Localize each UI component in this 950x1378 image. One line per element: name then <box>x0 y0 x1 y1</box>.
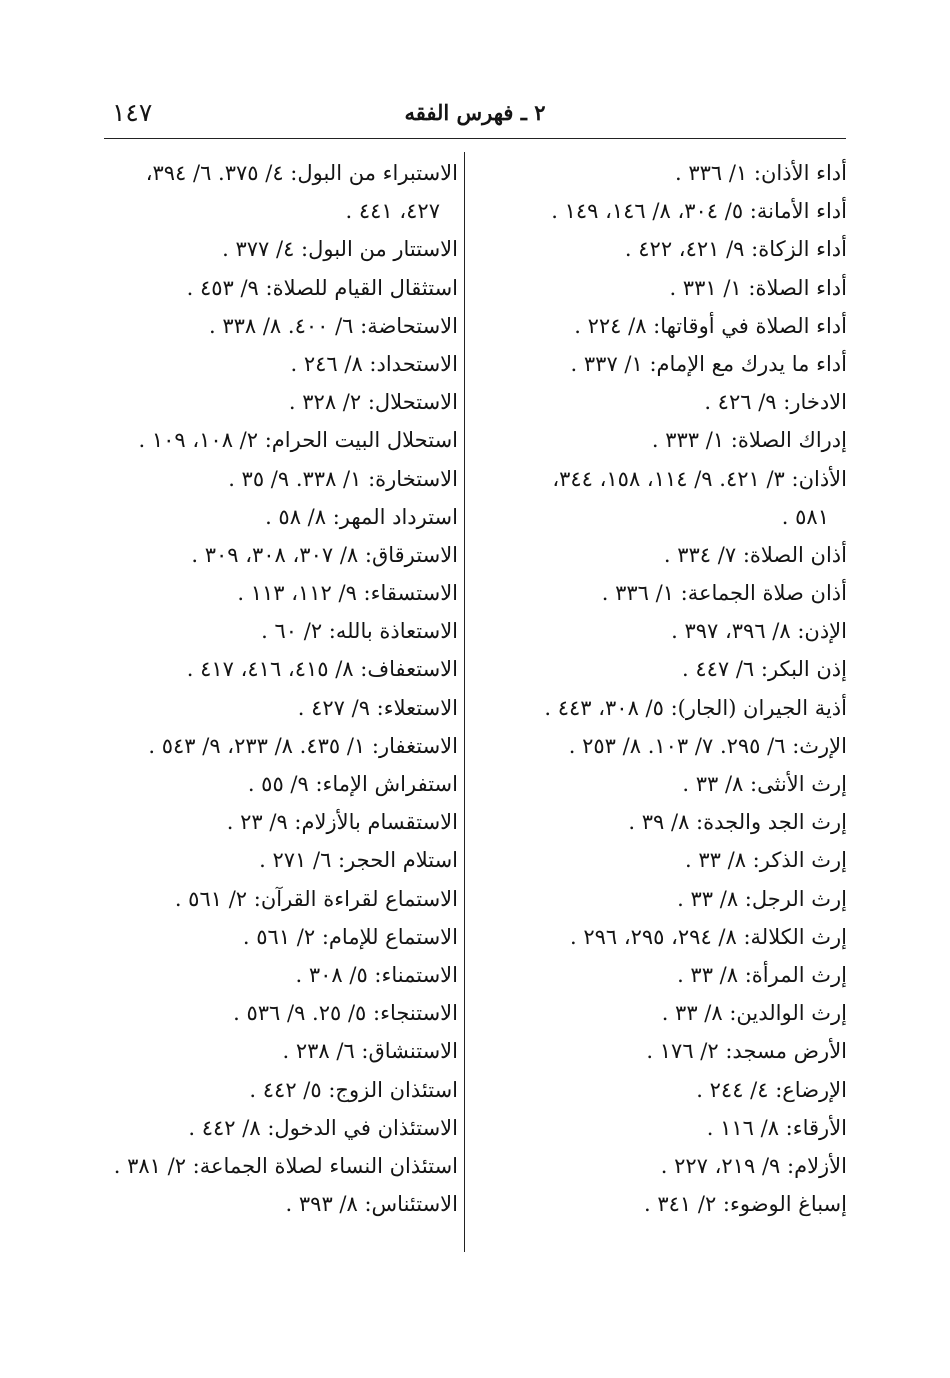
index-entry-continuation: ٤٢٧، ٤٤١ . <box>345 199 440 224</box>
index-entry: أذان الصلاة: ٧/ ٣٣٤ . <box>663 542 847 567</box>
index-entry: الاستخارة: ١/ ٣٣٨. ٩/ ٣٥ . <box>228 466 458 491</box>
index-entry: أداء ما يدرك مع الإمام: ١/ ٣٣٧ . <box>570 351 847 376</box>
index-entry: الاستحداد: ٨/ ٢٤٦ . <box>290 351 458 376</box>
index-entry: استحلال البيت الحرام: ٢/ ١٠٨، ١٠٩ . <box>138 428 458 453</box>
index-entry: الاستماع للإمام: ٢/ ٥٦١ . <box>242 924 458 949</box>
index-entry: الادخار: ٩/ ٤٢٦ . <box>704 390 847 415</box>
index-entry: الاستئناس: ٨/ ٣٩٣ . <box>285 1192 458 1217</box>
index-entry: أذان صلاة الجماعة: ١/ ٣٣٦ . <box>601 581 847 606</box>
index-entry: استرداد المهر: ٨/ ٥٨ . <box>265 504 458 529</box>
index-entry: الاستعاذة بالله: ٢/ ٦٠ . <box>261 619 458 644</box>
index-entry: استلام الحجر: ٦/ ٢٧١ . <box>259 848 458 873</box>
index-entry: الاستبراء من البول: ٤/ ٣٧٥. ٦/ ٣٩٤، <box>145 161 458 185</box>
index-entry: أداء الزكاة: ٩/ ٤٢١، ٤٢٢ . <box>624 237 847 262</box>
index-entry: الاسترقاق: ٨/ ٣٠٧، ٣٠٨، ٣٠٩ . <box>191 542 458 567</box>
index-entry: الاستحاضة: ٦/ ٤٠٠. ٨/ ٣٣٨ . <box>208 313 458 338</box>
index-entry: أداء الأذان: ١/ ٣٣٦ . <box>675 161 847 185</box>
index-entry: الاستنشاق: ٦/ ٢٣٨ . <box>282 1039 458 1064</box>
index-entry: الاستعلاء: ٩/ ٤٢٧ . <box>297 695 458 720</box>
index-entry: أداء الصلاة في أوقاتها: ٨/ ٢٢٤ . <box>574 313 847 338</box>
index-entry: أذية الجيران (الجار): ٥/ ٣٠٨، ٤٤٣ . <box>544 695 847 720</box>
index-entry: إرث الكلالة: ٨/ ٢٩٤، ٢٩٥، ٢٩٦ . <box>569 924 847 949</box>
index-entry: الاستمناء: ٥/ ٣٠٨ . <box>295 962 458 987</box>
index-entry: الاستتار من البول: ٤/ ٣٧٧ . <box>222 237 458 262</box>
index-entry: استئذان الزوج: ٥/ ٤٤٢ . <box>249 1077 458 1102</box>
index-entry: الاستغفار: ١/ ٤٣٥. ٨/ ٢٣٣، ٩/ ٥٤٣ . <box>148 733 458 758</box>
index-entry: الأزلام: ٩/ ٢١٩، ٢٢٧ . <box>660 1153 847 1178</box>
index-entry: إرث الوالدين: ٨/ ٣٣ . <box>661 1001 847 1026</box>
index-entry: الإذن: ٨/ ٣٩٦، ٣٩٧ . <box>671 619 847 644</box>
index-entry: الاستسقاء: ٩/ ١١٢، ١١٣ . <box>237 581 458 606</box>
index-entry: إرث الأنثى: ٨/ ٣٣ . <box>682 772 847 796</box>
index-entry-continuation: ٥٨١ . <box>781 504 829 529</box>
index-entry: الاستحلال: ٢/ ٣٢٨ . <box>288 390 458 415</box>
index-entry: الأذان: ٣/ ٤٢١. ٩/ ١١٤، ١٥٨، ٣٤٤، <box>552 466 847 491</box>
index-entry: إذن البكر: ٦/ ٤٤٧ . <box>681 657 847 682</box>
index-entry: استئذان النساء لصلاة الجماعة: ٢/ ٣٨١ . <box>113 1153 458 1178</box>
index-entry: إرث الرجل: ٨/ ٣٣ . <box>677 886 847 911</box>
index-entry: إرث الذكر: ٨/ ٣٣ . <box>685 848 847 873</box>
column-divider <box>464 152 465 1252</box>
index-entry: استثقال القيام للصلاة: ٩/ ٤٥٣ . <box>186 275 458 300</box>
index-column-right <box>495 154 847 1223</box>
index-entry: أداء الأمانة: ٥/ ٣٠٤، ٨/ ١٤٦، ١٤٩ . <box>551 199 847 224</box>
page-header <box>104 96 846 136</box>
index-entry: إرث الجد والجدة: ٨/ ٣٩ . <box>628 810 847 835</box>
page-number: ١٤٧ <box>112 98 153 127</box>
index-entry: الإرث: ٦/ ٢٩٥. ٧/ ١٠٣. ٨/ ٢٥٣ . <box>568 733 847 758</box>
running-title: ٢ ـ فهرس الفقه <box>404 100 546 125</box>
index-entry: إسباغ الوضوء: ٢/ ٣٤١ . <box>643 1192 847 1217</box>
index-entry: الاستماع لقراءة القرآن: ٢/ ٥٦١ . <box>174 886 458 911</box>
index-entry: الإرضاع: ٤/ ٢٤٤ . <box>696 1077 847 1102</box>
index-entry: استفراش الإماء: ٩/ ٥٥ . <box>247 772 458 796</box>
index-column-left <box>102 154 458 1223</box>
index-entry: إرث المرأة: ٨/ ٣٣ . <box>677 962 847 987</box>
index-entry: الاستعفاف: ٨/ ٤١٥، ٤١٦، ٤١٧ . <box>186 657 458 682</box>
index-entry: الأرقاء: ٨/ ١١٦ . <box>706 1115 847 1140</box>
index-entry: إدراك الصلاة: ١/ ٣٣٣ . <box>651 428 847 453</box>
index-entry: الاستقسام بالأزلام: ٩/ ٢٣ . <box>226 810 458 835</box>
index-entry: الأرض مسجد: ٢/ ١٧٦ . <box>646 1039 847 1064</box>
index-entry: أداء الصلاة: ١/ ٣٣١ . <box>669 275 847 300</box>
index-entry: الاستئذان في الدخول: ٨/ ٤٤٢ . <box>188 1115 458 1140</box>
header-rule <box>104 138 846 139</box>
index-entry: الاستنجاء: ٥/ ٢٥. ٩/ ٥٣٦ . <box>233 1001 458 1026</box>
